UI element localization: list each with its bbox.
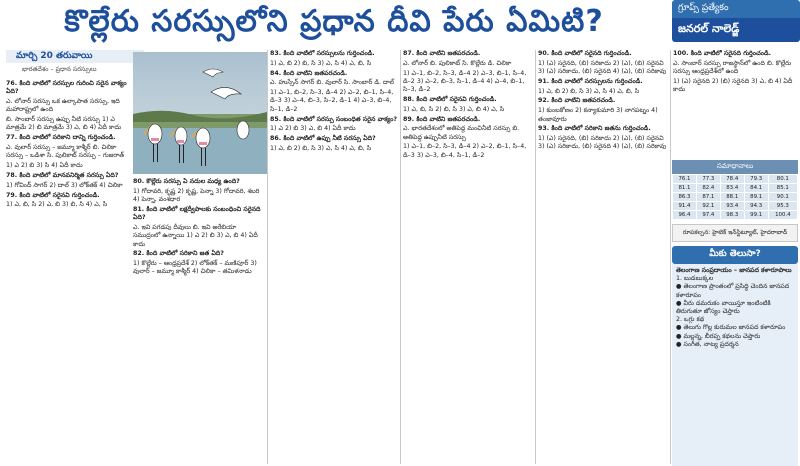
answer-cell: 83.4 [720, 184, 744, 193]
question-options: ఎ. లోనార్ సరస్సు ఒక ఉల్కాపాత సరస్సు, ఇది మహారాష్ట్రలో ఉంది [6, 98, 120, 114]
continuation-label: మార్చి 20 తరువాయి [6, 50, 144, 63]
badge-subject: జనరల్ నాలెడ్జ్ [672, 18, 800, 42]
question-options: 1) ఎ, బి, సి 2) బి, సి 3) ఎ, బి 4) ఎ, సి [403, 105, 505, 113]
answer-cell: 88.1 [720, 193, 744, 202]
answers-row [673, 175, 798, 184]
questions-column-4 [403, 50, 533, 464]
answer-cell: 76.1 [673, 175, 697, 184]
answer-cell: 97.4 [696, 211, 720, 220]
page-title: కొల్లేరు సరస్సులోని ప్రధాన దీవి పేరు ఏమిటి? [64, 4, 604, 39]
question-text: 87. కింది వాటిని జతపరచండి. [403, 50, 481, 57]
question-options: 1) ఎ 2) బి 3) సి 4) ఏదీ కాదు [6, 162, 83, 170]
answers-title: సమాధానాలు [672, 160, 798, 174]
did-you-know-item: ● తెలుగు గొల్ల కురుమల జానపద కళారూపం [676, 324, 786, 332]
answer-cell: 89.1 [744, 193, 768, 202]
question-text: 77. కింది వాటిలో సరికాని దాన్ని గుర్తించండి. [6, 134, 116, 142]
question-text: 80. కొల్లేరు సరస్సు ఏ నదుల మధ్య ఉంది? [133, 178, 240, 185]
question-text: 88. కింది వాటిలో సరైనవి గుర్తించండి. [403, 95, 497, 103]
badge-series: గ్రూప్స్ ప్రత్యేకం [672, 0, 800, 18]
answer-cell: 78.4 [720, 175, 744, 184]
question-options: 1) గోదావరి, కృష్ణ 2) కృష్ణ, పెన్నా 3) గోదావరి, శబరి 4) పెన్నా, వంశధార [133, 187, 260, 204]
question-text: 79. కింది వాటిలో సరైనవి గుర్తించండి. [6, 191, 100, 199]
questions-column-5 [538, 50, 668, 464]
question-options: 1) ఎ, బి, సి 2) ఎ, బి 3) బి, సి 4) ఎ, సి [6, 201, 108, 209]
questions-column-1 [6, 80, 132, 464]
answer-cell: 82.4 [696, 184, 720, 193]
answer-cell: 79.3 [744, 175, 768, 184]
question-text: 100. కింది వాటిలో సరైనది గుర్తించండి. [673, 50, 771, 57]
question-options: 1) ఎ–1, బి–2, సి–3, డి–4 2) ఎ–2, బి–1, సి–4, డి–3 3) ఎ–4, బి–3, సి–2, డి–1 4) ఎ–3, బి–4, సి–1, డి–2 [270, 89, 394, 113]
did-you-know-item: ● సంగీత, నాట్య ప్రదర్శన [676, 340, 739, 348]
question-options: 1) (ఎ) సరైనది, (బి) సరికాదు 2) (ఎ), (బి) సరైనవి 3) (ఎ) సరికాదు, (బి) సరైనది 4) (ఎ), (బి) సరికావు [538, 59, 667, 76]
birds-photo [133, 52, 267, 174]
question-options: 1) (ఎ) సరైనది, (బి) సరికాదు 2) (ఎ), (బి) సరైనవి 3) (ఎ) సరికాదు, (బి) సరైనది 4) (ఎ), (బి) సరికావు [538, 135, 667, 151]
answer-cell: 86.3 [673, 193, 697, 202]
questions-column-3 [270, 50, 398, 464]
answer-cell: 77.3 [696, 175, 720, 184]
answers-row [673, 193, 798, 202]
question-text: 86. కింది వాటిలో ఉప్పు నీటి సరస్సు ఏది? [270, 135, 376, 143]
question-options: ఎ. లోనార్ బి. పులికాట్ సి. కొల్లేరు డి. చిలికా [403, 59, 512, 67]
answer-cell: 87.1 [696, 193, 720, 202]
answers-table [672, 174, 798, 220]
answers-row [673, 202, 798, 211]
question-options: 1) ఎ–1, బి–2, సి–3, డి–4 2) ఎ–3, బి–1, సి–4, డి–2 3) ఎ–2, బి–3, సి–1, డి–4 4) ఎ–4, బి–1, సి–3, డి–2 [403, 69, 527, 94]
answer-cell: 92.1 [696, 202, 720, 211]
question-text: 82. కింది వాటిలో సరికాని జత ఏది? [133, 250, 224, 258]
did-you-know-item: ● తెలంగాణ ప్రాంతంలో ప్రసిద్ధి చెందిన జానపద కళారూపం [676, 283, 790, 299]
answers-row [673, 211, 798, 220]
question-text: 85. కింది వాటిలో సరస్సు సంబంధిత సరైన వాక్యం? [270, 115, 398, 123]
answer-cell: 96.4 [673, 211, 697, 220]
answer-cell: 94.3 [744, 202, 768, 211]
question-options: 1) కుంబకోణం 2) కన్యాకుమారి 3) నాగపట్నం 4) తంజావూరు [538, 107, 658, 123]
question-text: 83. కింది వాటిలో సరస్సులను గుర్తించండి. [270, 50, 375, 57]
question-text: 90. కింది వాటిలో సరైనది గుర్తించండి. [538, 50, 632, 57]
question-options: ఎ. సాంబార్ సరస్సు రాజస్థాన్‌లో ఉంది బి. కొల్లేరు సరస్సు ఆంధ్రప్రదేశ్‌లో ఉంది [673, 59, 792, 76]
design-note: రూపకల్పన: హైటెక్ ఇన్‌స్టిట్యూట్, హైదరాబాద్ [672, 224, 798, 242]
section-subhead: భారతదేశం – ప్రధాన సరస్సులు [22, 66, 97, 73]
questions-column-2 [133, 178, 265, 464]
question-options: ఎ. భారతదేశంలో అతిపెద్ద మంచినీటి సరస్సు బి. అతిపెద్ద ఉప్పునీటి సరస్సు [403, 125, 520, 141]
question-text: 84. కింది వాటిని జతపరచండి. [270, 69, 348, 77]
question-options: బి. సాంబార్ సరస్సు ఉప్పు నీటి సరస్సు 1) ఎ మాత్రమే 2) బి మాత్రమే 3) ఎ, బి 4) ఏదీ కాదు [6, 116, 122, 132]
answer-cell: 81.1 [673, 184, 697, 193]
questions-column-6 [673, 50, 798, 156]
question-options: 1) ఎ 2) బి 3) ఎ, బి 4) ఏదీ కాదు [270, 125, 356, 133]
answer-cell: 93.4 [720, 202, 744, 211]
answers-row [673, 184, 798, 193]
answer-cell: 100.4 [768, 211, 797, 220]
answer-cell: 99.1 [744, 211, 768, 220]
question-options: 1) (ఎ) సరైనది 2) (బి) సరైనది 3) ఎ, బి 4) ఏదీ కాదు [673, 77, 793, 94]
question-options: 1) ఎ, బి 2) బి, సి 3) ఎ, సి 4) ఎ, బి, సి [538, 87, 640, 95]
did-you-know-item: 2. ఒగ్గు కథ [676, 316, 705, 324]
question-options: ఎ. వులార్ సరస్సు – జమ్మూ కాశ్మీర్ బి. చిలికా సరస్సు – ఒడిశా సి. పులికాట్ సరస్సు – గుజరాత్ [6, 144, 125, 160]
question-text: 76. కింది వాటిలో సరస్సుల గురించి సరైన వాక్యం ఏది? [6, 80, 127, 96]
question-options: 1) గోవింద్ సాగర్ 2) దాల్ 3) లోక్‌తక్ 4) చిలికా [6, 181, 123, 189]
section-badge [672, 0, 800, 46]
answer-cell: 95.3 [768, 202, 797, 211]
question-options: 1) ఎ, బి 2) బి, సి 3) ఎ, సి 4) ఎ, బి, సి [270, 59, 372, 67]
did-you-know-item: 1. బుడబుక్కల [676, 275, 714, 283]
did-you-know-title: మీకు తెలుసా? [672, 246, 798, 264]
question-text: 81. కింది వాటిలో లక్షద్వీపాలకు సంబంధించి సరైనది ఏది? [133, 205, 261, 222]
did-you-know-item: ● మల్లన్న, బీరప్ప కథలను చెప్తారు [676, 332, 761, 340]
question-text: 89. కింది వాటిని జతపరచండి. [403, 115, 481, 123]
right-panel [672, 160, 798, 466]
question-text: 93. కింది వాటిలో సరికాని జతను గుర్తించండి. [538, 125, 651, 133]
question-options: 1) కొల్లేరు – ఆంధ్రప్రదేశ్ 2) లోక్‌తక్ – మణిపూర్ 3) వులార్ – జమ్మూ కాశ్మీర్ 4) చిలికా – తమిళనాడు [133, 260, 257, 276]
answer-cell: 98.3 [720, 211, 744, 220]
answer-cell: 80.1 [768, 175, 797, 184]
question-text: 78. కింది వాటిలో మానవనిర్మిత సరస్సు ఏది? [6, 171, 119, 179]
did-you-know-subtitle: తెలంగాణ సంప్రదాయం – జానపద కళారూపాలు [676, 267, 792, 274]
question-text: 91. కింది వాటిలో సరస్సులను గుర్తించండి. [538, 77, 643, 85]
question-options: 1) ఎ–1, బి–2, సి–3, డి–4 2) ఎ–2, బి–1, సి–4, డి–3 3) ఎ–3, బి–4, సి–1, డి–2 [403, 143, 527, 159]
question-options: 1) ఎ, బి 2) బి, సి 3) ఎ, సి 4) ఎ, బి, సి [270, 144, 372, 152]
question-text: 92. కింది వాటిని జతపరచండి. [538, 97, 616, 105]
answer-cell: 84.1 [744, 184, 768, 193]
answer-cell: 91.4 [673, 202, 697, 211]
answer-cell: 85.1 [768, 184, 797, 193]
did-you-know-body [672, 264, 798, 466]
question-options: ఎ. ఇవి పగడపు దీవులు బి. ఇవి అరేబియా సముద్రంలో ఉన్నాయి 1) ఎ 2) బి 3) ఎ, బి 4) ఏదీ కాదు [133, 223, 258, 248]
did-you-know-item: ● వీరు డమరుకం వాయిస్తూ ఇంటింటికి తిరుగుతూ జోస్యం చెప్తారు [676, 299, 771, 316]
answer-cell: 90.1 [768, 193, 797, 202]
question-options: ఎ. హుస్సేన్ సాగర్ బి. వులార్ సి. సాంబార్ డి. దాల్ [270, 79, 395, 87]
